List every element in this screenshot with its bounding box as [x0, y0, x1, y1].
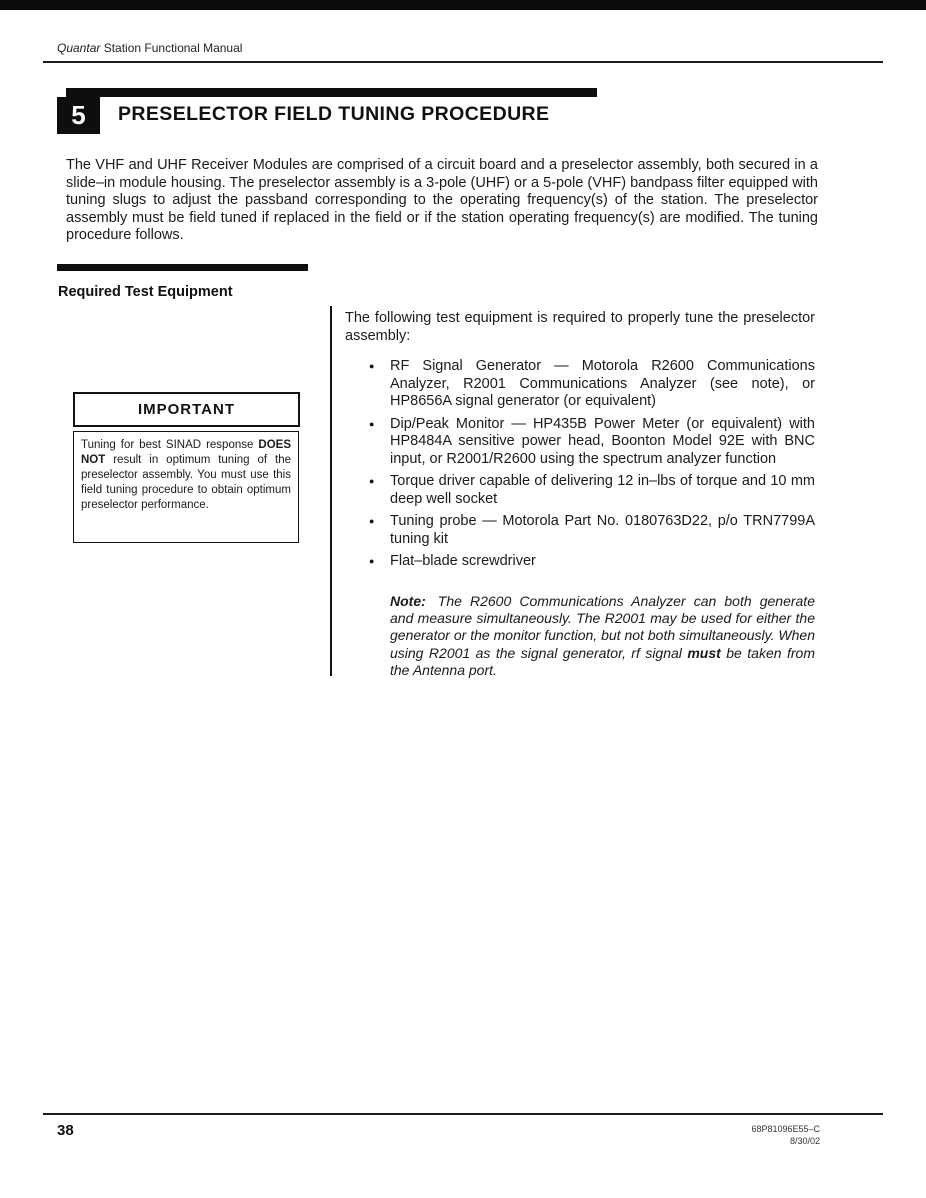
note-bold: must [687, 644, 721, 661]
important-body-bold: DOES NOT [81, 439, 291, 466]
list-item [345, 416, 815, 469]
important-body-pre: Tuning for best SINAD response [81, 439, 259, 451]
test-equipment-lead: The following test equipment is required to properly tune the preselector assembly: [345, 310, 815, 344]
list-item [345, 473, 815, 508]
scan-edge-top [0, 0, 926, 10]
list-item-text: Dip/Peak Monitor — HP435B Power Meter (or equivalent) with HP8484A sensitive power head, Boonton Model 92E with BNC input, or R2001/R2600 using the spectrum analyzer function [390, 415, 815, 467]
running-header [57, 41, 242, 55]
important-box-title-text: IMPORTANT [137, 401, 236, 418]
section-number-box [57, 97, 100, 134]
page-number: 38 [57, 1122, 74, 1139]
list-item-text: Flat–blade screwdriver [390, 553, 536, 569]
column-divider [330, 306, 332, 676]
bullet-icon: ● [369, 476, 375, 486]
bullet-icon: ● [369, 556, 375, 566]
section-title: PRESELECTOR FIELD TUNING PROCEDURE [118, 103, 550, 125]
list-item-text: Tuning probe — Motorola Part No. 0180763D22, p/o TRN7799A tuning kit [390, 513, 815, 547]
running-header-title-rest: Station Functional Manual [100, 41, 243, 55]
equipment-list [345, 358, 815, 571]
required-test-equipment-heading: Required Test Equipment [58, 284, 233, 300]
important-box-body [73, 431, 299, 543]
header-rule [43, 61, 883, 63]
intro-paragraph: The VHF and UHF Receiver Modules are comprised of a circuit board and a preselector assembly, both secured in a slide–in module housing. The preselector assembly is a 3-pole (UHF) or a 5-pole (VHF) bandpass filter equipped with tuning slugs to adjust the passband corresponding to the operating frequency(s) of the station. The preselector assembly must be field tuned if replaced in the field or if the station operating frequency(s) are modified. The tuning procedure follows. [66, 157, 818, 243]
section-number: 5 [71, 100, 86, 130]
note-pre: The R2600 Communications Analyzer can both generate and measure simultaneously. The R2001 may be used for either the generator or the monitor function, but not both simultaneously. When using R2001 as the signal generator, rf signal [390, 592, 815, 661]
note-post: be taken from the Antenna port. [390, 644, 815, 679]
note-label: Note: [390, 592, 426, 609]
important-body-post: result in optimum tuning of the preselector assembly. You must use this field tuning procedure to obtain optimum preselector performance. [81, 454, 291, 511]
bullet-icon: ● [369, 361, 375, 371]
list-item [345, 513, 815, 548]
bullet-icon: ● [369, 516, 375, 526]
running-header-title-italic: Quantar [57, 41, 101, 55]
important-box-title [73, 392, 300, 427]
list-item-text: RF Signal Generator — Motorola R2600 Communications Analyzer, R2001 Communications Analyzer (see note), or HP8656A signal generator (or equivalent) [390, 358, 815, 409]
footer-doc-info [620, 1123, 820, 1147]
note-paragraph [390, 593, 815, 680]
revision-date: 8/30/02 [789, 1136, 820, 1146]
list-item-text: Torque driver capable of delivering 12 in–lbs of torque and 10 mm deep well socket [390, 473, 815, 507]
bullet-icon: ● [369, 418, 375, 429]
doc-number: 68P81096E55–C [751, 1124, 820, 1134]
footer-rule [43, 1113, 883, 1115]
list-item [345, 358, 815, 411]
subsection-divider-bar [57, 264, 308, 271]
section-header-bar [66, 88, 597, 97]
test-equipment-column [345, 310, 815, 680]
list-item [345, 553, 815, 571]
